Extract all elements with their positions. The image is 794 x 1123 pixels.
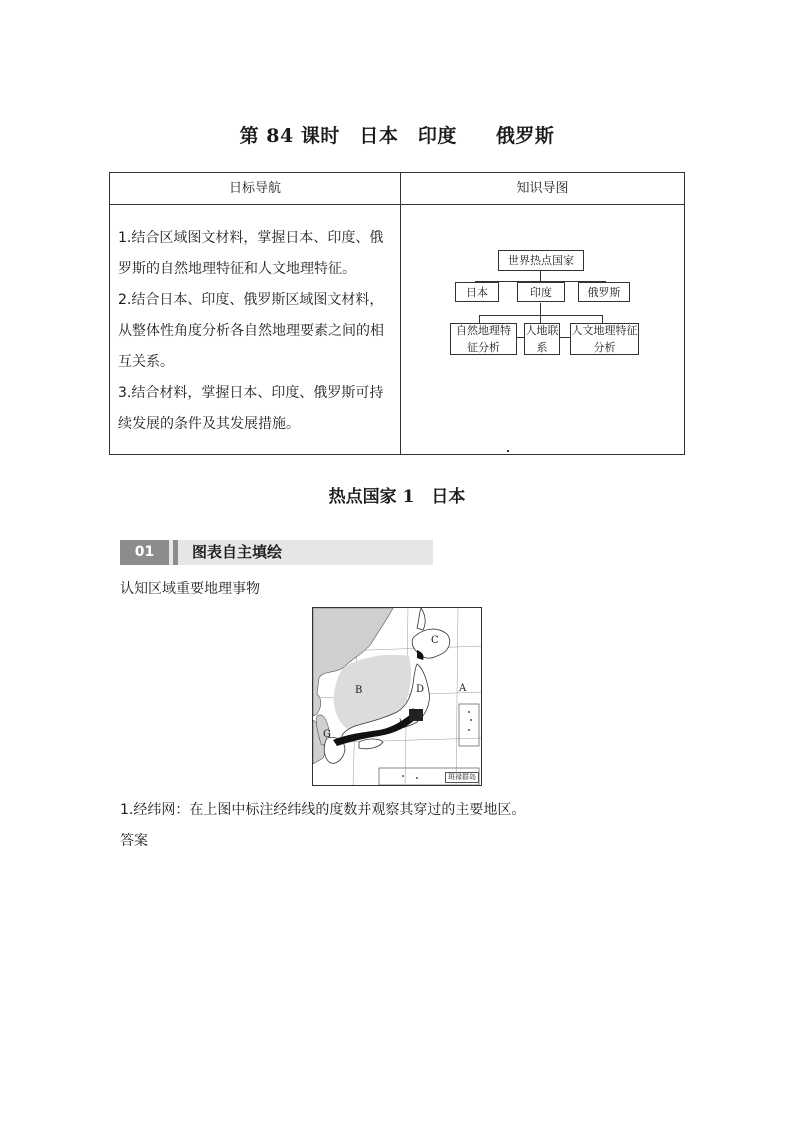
map-label-a: A	[459, 683, 467, 694]
mindmap-root: 世界热点国家	[498, 250, 584, 271]
mindmap-aspect-human: 人文地理特征分析	[571, 324, 638, 354]
goal-item: 2.结合日本、印度、俄罗斯区域图文材料，从整体性角度分析各自然地理要素之间的相互关系。	[118, 292, 384, 370]
mindmap-country-japan: 日本	[455, 282, 499, 302]
map-label-b: B	[355, 685, 363, 696]
goal-table	[109, 172, 685, 455]
mindmap-header: 知识导图	[401, 173, 684, 205]
mindmap-aspect-human-land: 人地联系	[525, 324, 559, 354]
section-title: 热点国家 1 日本	[328, 487, 466, 507]
map-label-g: G	[323, 729, 331, 740]
section-number: 01	[120, 540, 169, 565]
mindmap-country-russia: 俄罗斯	[578, 282, 630, 302]
goals-list	[118, 223, 396, 440]
japan-map	[312, 607, 482, 786]
lesson-title: 第 84 课时 日本 印度 俄罗斯	[239, 125, 555, 147]
map-label-d: D	[416, 684, 425, 695]
placeholder	[507, 450, 509, 452]
mindmap-connector	[479, 315, 602, 316]
mindmap-aspect-physical: 自然地理特征分析	[450, 323, 517, 355]
map-label-small-b: b	[399, 718, 405, 727]
section-header-bar	[120, 540, 433, 565]
map-label-c: C	[431, 635, 439, 646]
goal-item: 3.结合材料，掌握日本、印度、俄罗斯可持续发展的条件及其发展措施。	[118, 385, 384, 432]
section-label: 图表自主填绘	[192, 543, 283, 561]
map-source-label: 斑禄群岛	[445, 772, 479, 783]
mindmap-connector	[540, 271, 541, 281]
question-text: 1.经纬网：在上图中标注经纬线的度数并观察其穿过的主要地区。	[120, 802, 526, 818]
knowledge-mindmap	[401, 205, 684, 454]
answer-label: 答案	[120, 833, 148, 849]
goal-item: 1.结合区域图文材料，掌握日本、印度、俄罗斯的自然地理特征和人文地理特征。	[118, 230, 384, 277]
mindmap-country-india: 印度	[517, 282, 565, 302]
section-divider	[173, 540, 178, 565]
intro-text: 认知区域重要地理事物	[120, 581, 260, 597]
goals-header: 日标导航	[110, 173, 401, 205]
map-label-small-a: a	[411, 706, 416, 715]
japan-map-graphic	[313, 608, 482, 786]
